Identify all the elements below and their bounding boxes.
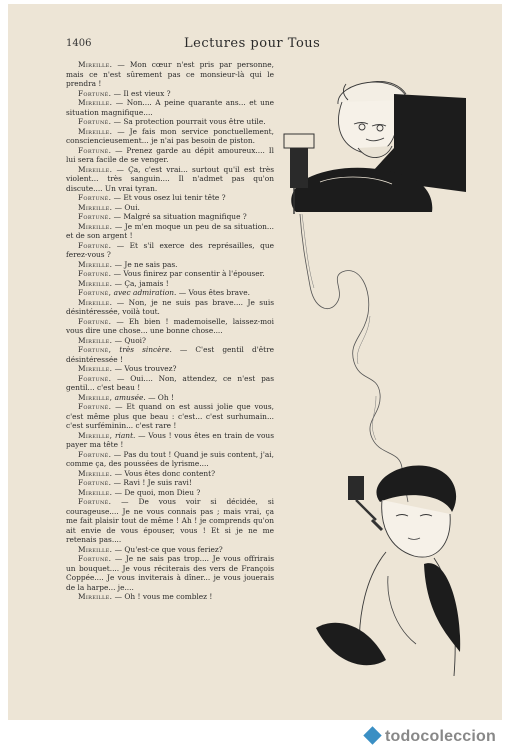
speaker-name: Fortuné. <box>78 240 112 250</box>
dialogue-line <box>66 497 274 545</box>
desk-telephone <box>284 134 314 148</box>
speaker-name: Mireille. <box>78 259 113 269</box>
speaker-name: Mireille. <box>78 98 113 107</box>
dialogue-line <box>66 450 274 469</box>
line-text: — Et vous osez lui tenir tête ? <box>111 193 226 202</box>
dialogue-line <box>66 241 274 260</box>
line-text: — Mon cœur n'est pris par personne, mais ce n'est sûrement pas ce monsieur-là qui le prendra ! <box>66 60 274 88</box>
speaker-name: Fortuné. <box>78 478 112 487</box>
diamond-logo-icon <box>363 726 381 744</box>
speaker-name: Fortuné. <box>78 497 112 506</box>
line-text: — De vous voir si décidée, si courageuse.... Je ne vous connais pas ; mais vrai, ça me fait plaisir tout de même ! Ah ! je comprends qu'on ait envie de vous épouser, vous ! Et si je ne me retenais pas.... <box>66 497 274 544</box>
speaker-name: Fortuné. <box>78 449 112 459</box>
speaker-name: Mireille. <box>78 487 113 497</box>
line-text: — Eh bien ! mademoiselle, laissez-moi vous dire une chose... une bonne chose.... <box>66 316 274 335</box>
dialogue-line <box>66 592 274 602</box>
stage-direction: avec admiration. <box>113 288 177 297</box>
dialogue-line <box>66 117 274 127</box>
speaker-name: Mireille. <box>78 364 113 373</box>
telephone-illustration <box>276 64 466 704</box>
line-text: — Oui.... Non, attendez, ce n'est pas gentil... c'est beau ! <box>66 373 274 392</box>
dialogue-line <box>66 317 274 336</box>
speaker-name: Mireille. <box>78 335 113 345</box>
page-header <box>66 36 336 52</box>
speaker-name: Mireille. <box>78 202 113 212</box>
speaker-name: Fortuné. <box>78 212 112 221</box>
dialogue-line <box>66 89 274 99</box>
page-title: Lectures pour Tous <box>184 36 321 51</box>
watermark <box>366 728 496 746</box>
line-text: — Non.... A peine quarante ans... et une situation magnifique.... <box>66 98 274 117</box>
line-text: — Ça, jamais ! <box>112 278 169 288</box>
line-text: — De quoi, mon Dieu ? <box>112 487 201 497</box>
dialogue-line <box>66 298 274 317</box>
line-text: — Je m'en moque un peu de sa situation... et de son argent ! <box>66 221 274 240</box>
line-text: — Et quand on est aussi jolie que vous, c'est même plus que beau : c'est... c'est surhumain... c'est surféminin... c'est rare ! <box>66 402 274 430</box>
speaker-name: Fortuné. <box>78 117 112 126</box>
dialogue-line <box>66 478 274 488</box>
speaker-name: Fortuné. <box>78 554 112 563</box>
speaker-name: Mireille. <box>78 278 113 288</box>
line-text: — Oh ! <box>145 392 174 402</box>
dialogue-line <box>66 469 274 479</box>
speaker-name: Mireille. <box>78 544 113 554</box>
line-text: — Non, je ne suis pas brave.... Je suis désintéressée, voilà tout. <box>66 297 274 316</box>
line-text: — Je ne sais pas trop.... Je vous offrirais un bouquet.... Je vous réciterais des vers de François Coppée.... Je vous inviterais à dîner... je vous jouerais de la harpe... je.... <box>66 554 274 592</box>
speaker-name: Mireille. <box>78 60 113 69</box>
dialogue-line <box>66 279 274 289</box>
stage-direction: amusée. <box>114 392 146 402</box>
dialogue-line <box>66 402 274 431</box>
stage-direction: riant. <box>115 430 136 440</box>
dialogue-line <box>66 288 274 298</box>
line-text: — Malgré sa situation magnifique ? <box>111 212 247 221</box>
stage-direction: très sincère. <box>119 345 172 354</box>
dialogue-line <box>66 374 274 393</box>
speaker-name: Mireille. <box>78 297 113 307</box>
dialogue-line <box>66 545 274 555</box>
page-number: 1406 <box>66 38 92 49</box>
speaker-name: Mireille, <box>78 430 113 440</box>
footer-bar <box>0 722 508 751</box>
line-text: — Qu'est-ce que vous feriez? <box>112 544 223 554</box>
line-text: — Prenez garde au dépit amoureux.... Il lui sera facile de se venger. <box>66 145 274 164</box>
dialogue-line <box>66 260 274 270</box>
speaker-name: Fortuné. <box>78 316 112 326</box>
telephone-cord <box>300 214 408 502</box>
dialogue-line <box>66 269 274 279</box>
speaker-name: Fortuné. <box>78 269 112 278</box>
dialogue-line <box>66 212 274 222</box>
dialogue-line <box>66 364 274 374</box>
wall-telephone <box>348 476 364 500</box>
speaker-name: Fortuné, <box>78 345 112 354</box>
line-text: — Je fais mon service ponctuellement, consciencieusement... je n'ai pas besoin de piston. <box>66 126 274 145</box>
line-text: — C'est gentil d'être désintéressée ! <box>66 345 274 364</box>
dialogue-line <box>66 127 274 146</box>
line-text: — Vous finirez par consentir à l'épouser. <box>111 269 265 278</box>
speaker-name: Fortuné. <box>78 402 112 411</box>
speaker-name: Fortuné. <box>78 373 112 383</box>
line-text: — Oui. <box>112 202 140 212</box>
dialogue-line <box>66 146 274 165</box>
watermark-label: todocoleccion <box>384 728 496 745</box>
speaker-name: Mireille. <box>78 164 113 174</box>
line-text: — Sa protection pourrait vous être utile. <box>111 117 266 126</box>
speaker-name: Mireille. <box>78 592 113 601</box>
dialogue-line <box>66 345 274 364</box>
dialogue-line <box>66 165 274 194</box>
dialogue-line <box>66 488 274 498</box>
line-text: — Il est vieux ? <box>111 88 171 98</box>
dialogue-line <box>66 98 274 117</box>
dialogue-line <box>66 222 274 241</box>
line-text: — Je ne sais pas. <box>112 259 178 269</box>
dialogue-line <box>66 60 274 89</box>
speaker-name: Mireille, <box>78 392 113 402</box>
line-text: — Ça, c'est vrai... surtout qu'il est très violent... très sanguin.... Il n'admet pas qu'on discute.... Un vrai tyran. <box>66 164 274 193</box>
dialogue-line <box>66 193 274 203</box>
speaker-name: Mireille. <box>78 221 113 231</box>
line-text: — Ravi ! Je suis ravi! <box>111 478 192 487</box>
line-text: — Quoi? <box>112 335 146 345</box>
dialogue-text <box>66 60 274 602</box>
dialogue-line <box>66 554 274 592</box>
dialogue-line <box>66 393 274 403</box>
speaker-name: Mireille. <box>78 126 113 136</box>
dialogue-line <box>66 203 274 213</box>
line-text: — Et s'il exerce des représailles, que ferez-vous ? <box>66 240 274 259</box>
speaker-name: Fortuné, <box>78 288 112 297</box>
line-text: — Vous trouvez? <box>112 364 177 373</box>
line-text: — Vous êtes brave. <box>176 288 250 297</box>
speaker-name: Fortuné. <box>78 193 112 202</box>
speaker-name: Fortuné. <box>78 88 112 98</box>
line-text: — Pas du tout ! Quand je suis content, j'ai, comme ça, des poussées de lyrisme.... <box>66 449 274 468</box>
line-text: — Vous ! vous êtes en train de vous payer ma tête ! <box>66 430 274 449</box>
speaker-name: Fortuné. <box>78 145 112 155</box>
speaker-name: Mireille. <box>78 468 113 478</box>
dialogue-line <box>66 431 274 450</box>
line-text: — Vous êtes donc content? <box>112 468 216 478</box>
line-text: — Oh ! vous me comblez ! <box>112 592 213 601</box>
dialogue-line <box>66 336 274 346</box>
